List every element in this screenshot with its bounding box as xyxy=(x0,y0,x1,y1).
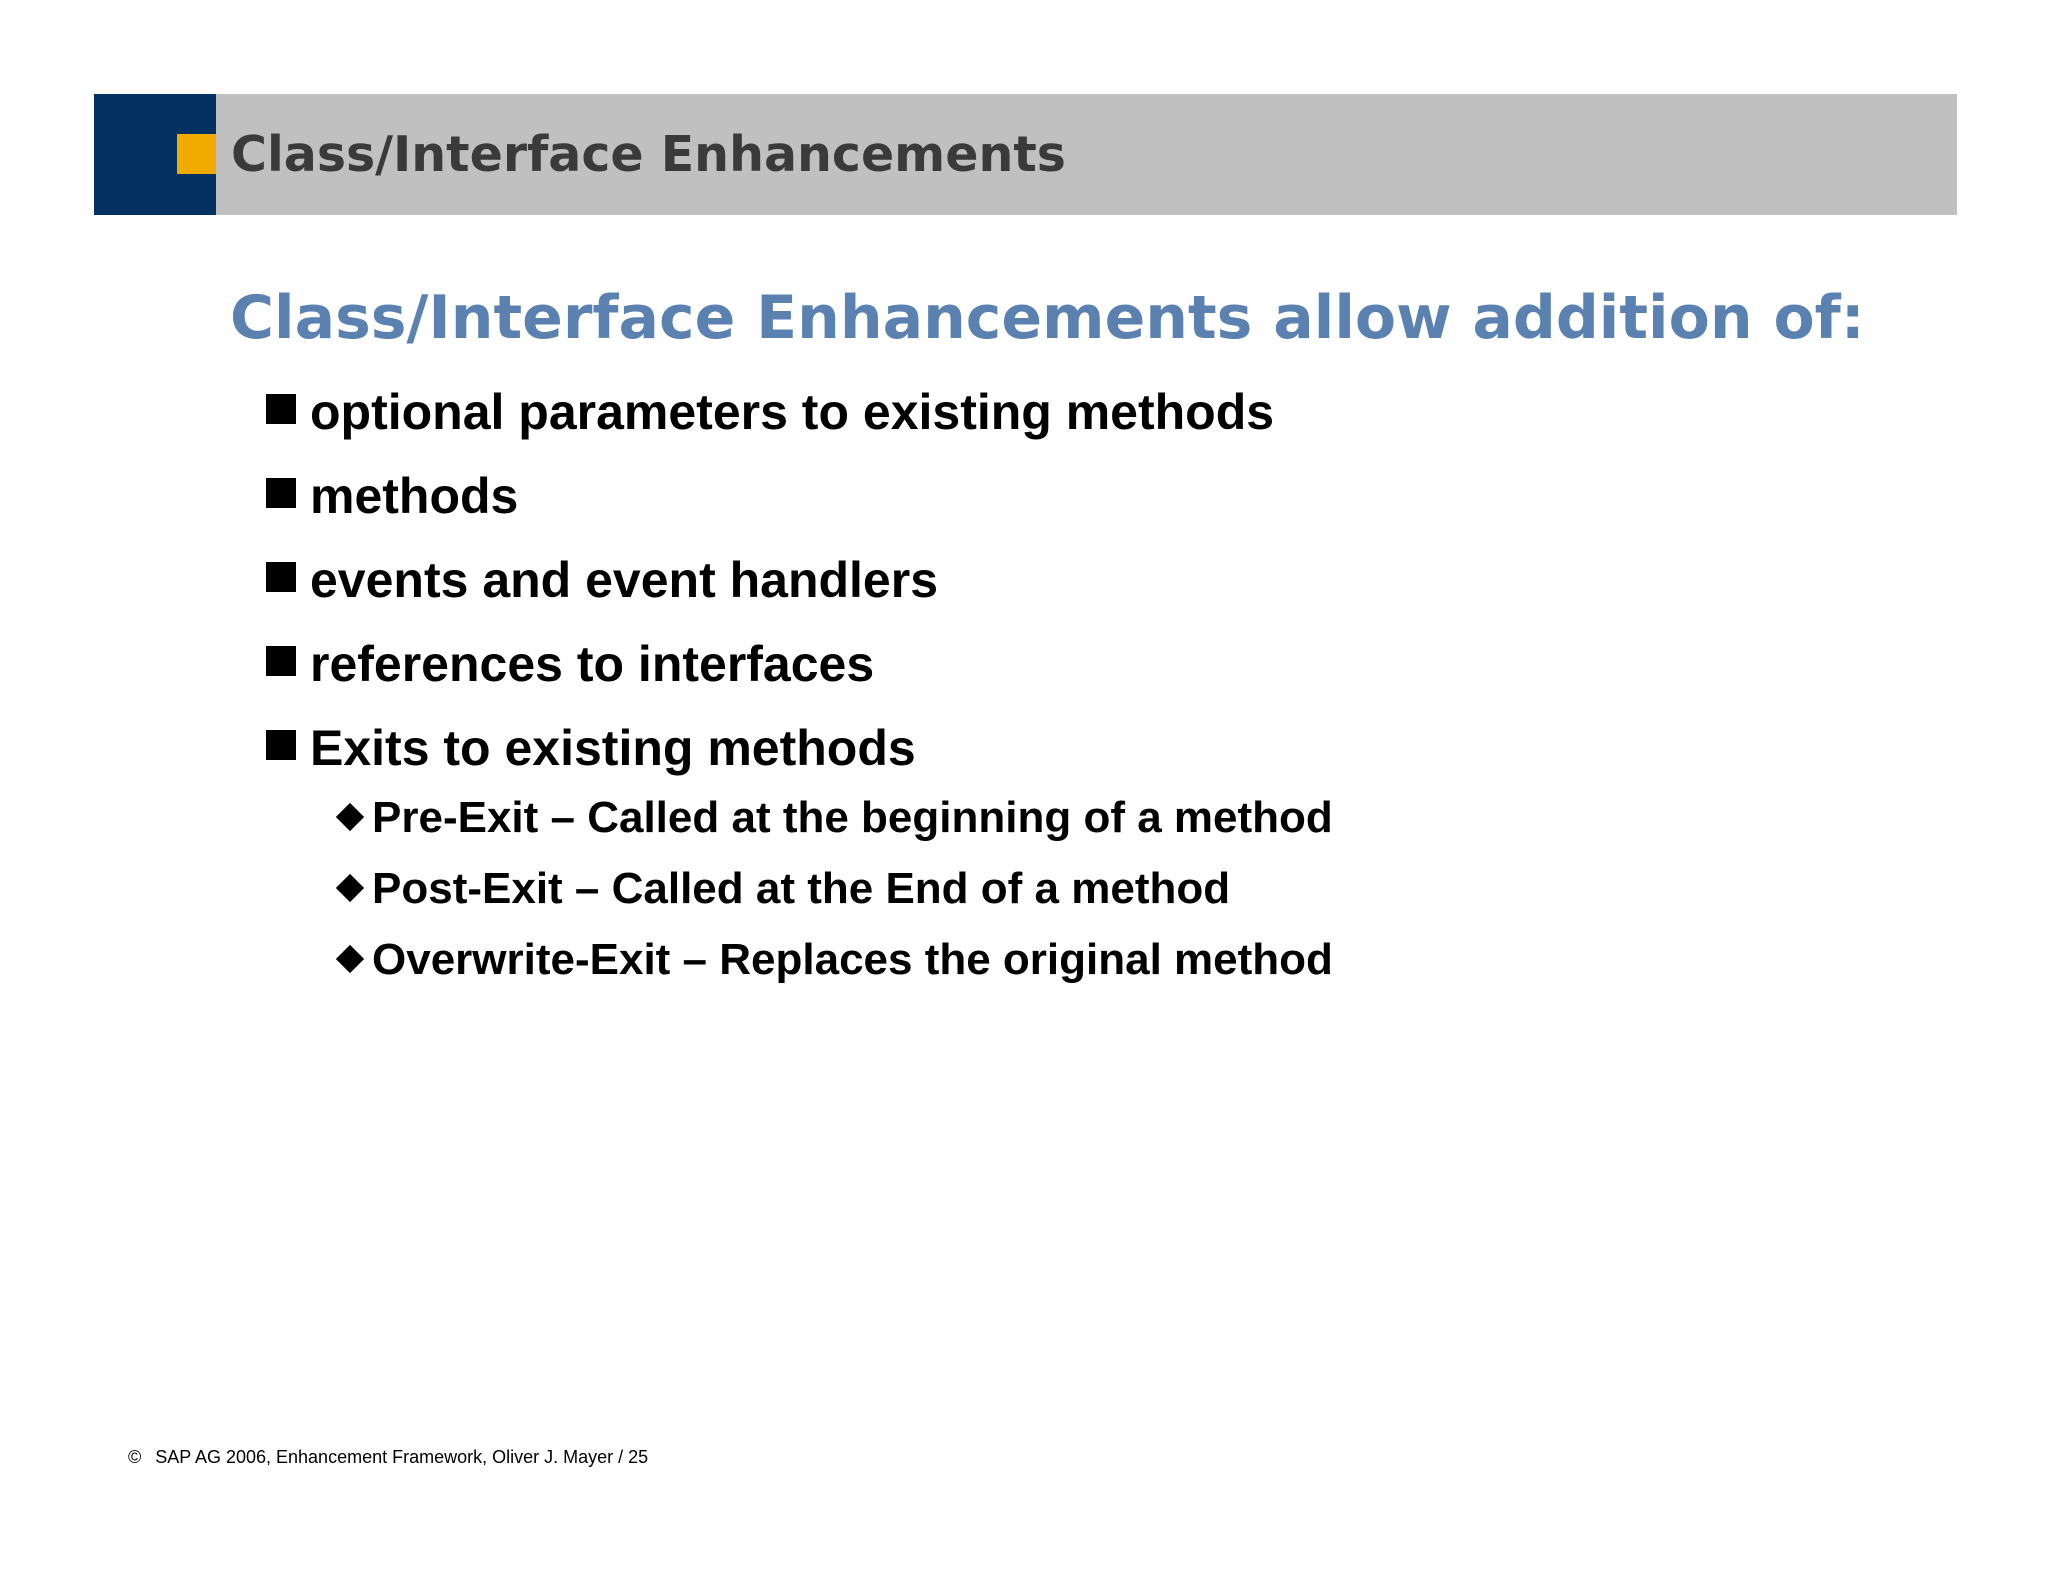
header-orange-square xyxy=(177,134,216,174)
sub-bullet-item xyxy=(334,853,1333,924)
bullet-item xyxy=(266,454,1274,538)
footer-text: SAP AG 2006, Enhancement Framework, Oliver J. Mayer / 25 xyxy=(155,1447,649,1467)
bullet-item xyxy=(266,706,1274,790)
square-bullet-icon xyxy=(266,730,296,760)
bullet-text: Exits to existing methods xyxy=(310,720,916,776)
diamond-bullet-icon xyxy=(336,802,364,830)
bullet-item xyxy=(266,538,1274,622)
main-heading: Class/Interface Enhancements allow addition of: xyxy=(230,283,1865,353)
bullet-text: references to interfaces xyxy=(310,636,875,692)
square-bullet-icon xyxy=(266,646,296,676)
sub-bullet-list xyxy=(334,782,1333,995)
bullet-item xyxy=(266,622,1274,706)
sub-bullet-text: Post-Exit – Called at the End of a method xyxy=(372,863,1231,913)
square-bullet-icon xyxy=(266,562,296,592)
sub-bullet-text: Pre-Exit – Called at the beginning of a method xyxy=(372,792,1333,842)
copyright-icon: © xyxy=(128,1447,142,1467)
bullet-text: events and event handlers xyxy=(310,552,939,608)
bullet-text: methods xyxy=(310,468,519,524)
bullet-list xyxy=(266,370,1274,790)
diamond-bullet-icon xyxy=(336,944,364,972)
bullet-item xyxy=(266,370,1274,454)
footer xyxy=(128,1447,648,1468)
square-bullet-icon xyxy=(266,394,296,424)
square-bullet-icon xyxy=(266,478,296,508)
slide-title: Class/Interface Enhancements xyxy=(231,126,1066,183)
sub-bullet-text: Overwrite-Exit – Replaces the original method xyxy=(372,934,1333,984)
sub-bullet-item xyxy=(334,924,1333,995)
bullet-text: optional parameters to existing methods xyxy=(310,384,1275,440)
header-band xyxy=(94,94,1957,215)
diamond-bullet-icon xyxy=(336,873,364,901)
sub-bullet-item xyxy=(334,782,1333,853)
